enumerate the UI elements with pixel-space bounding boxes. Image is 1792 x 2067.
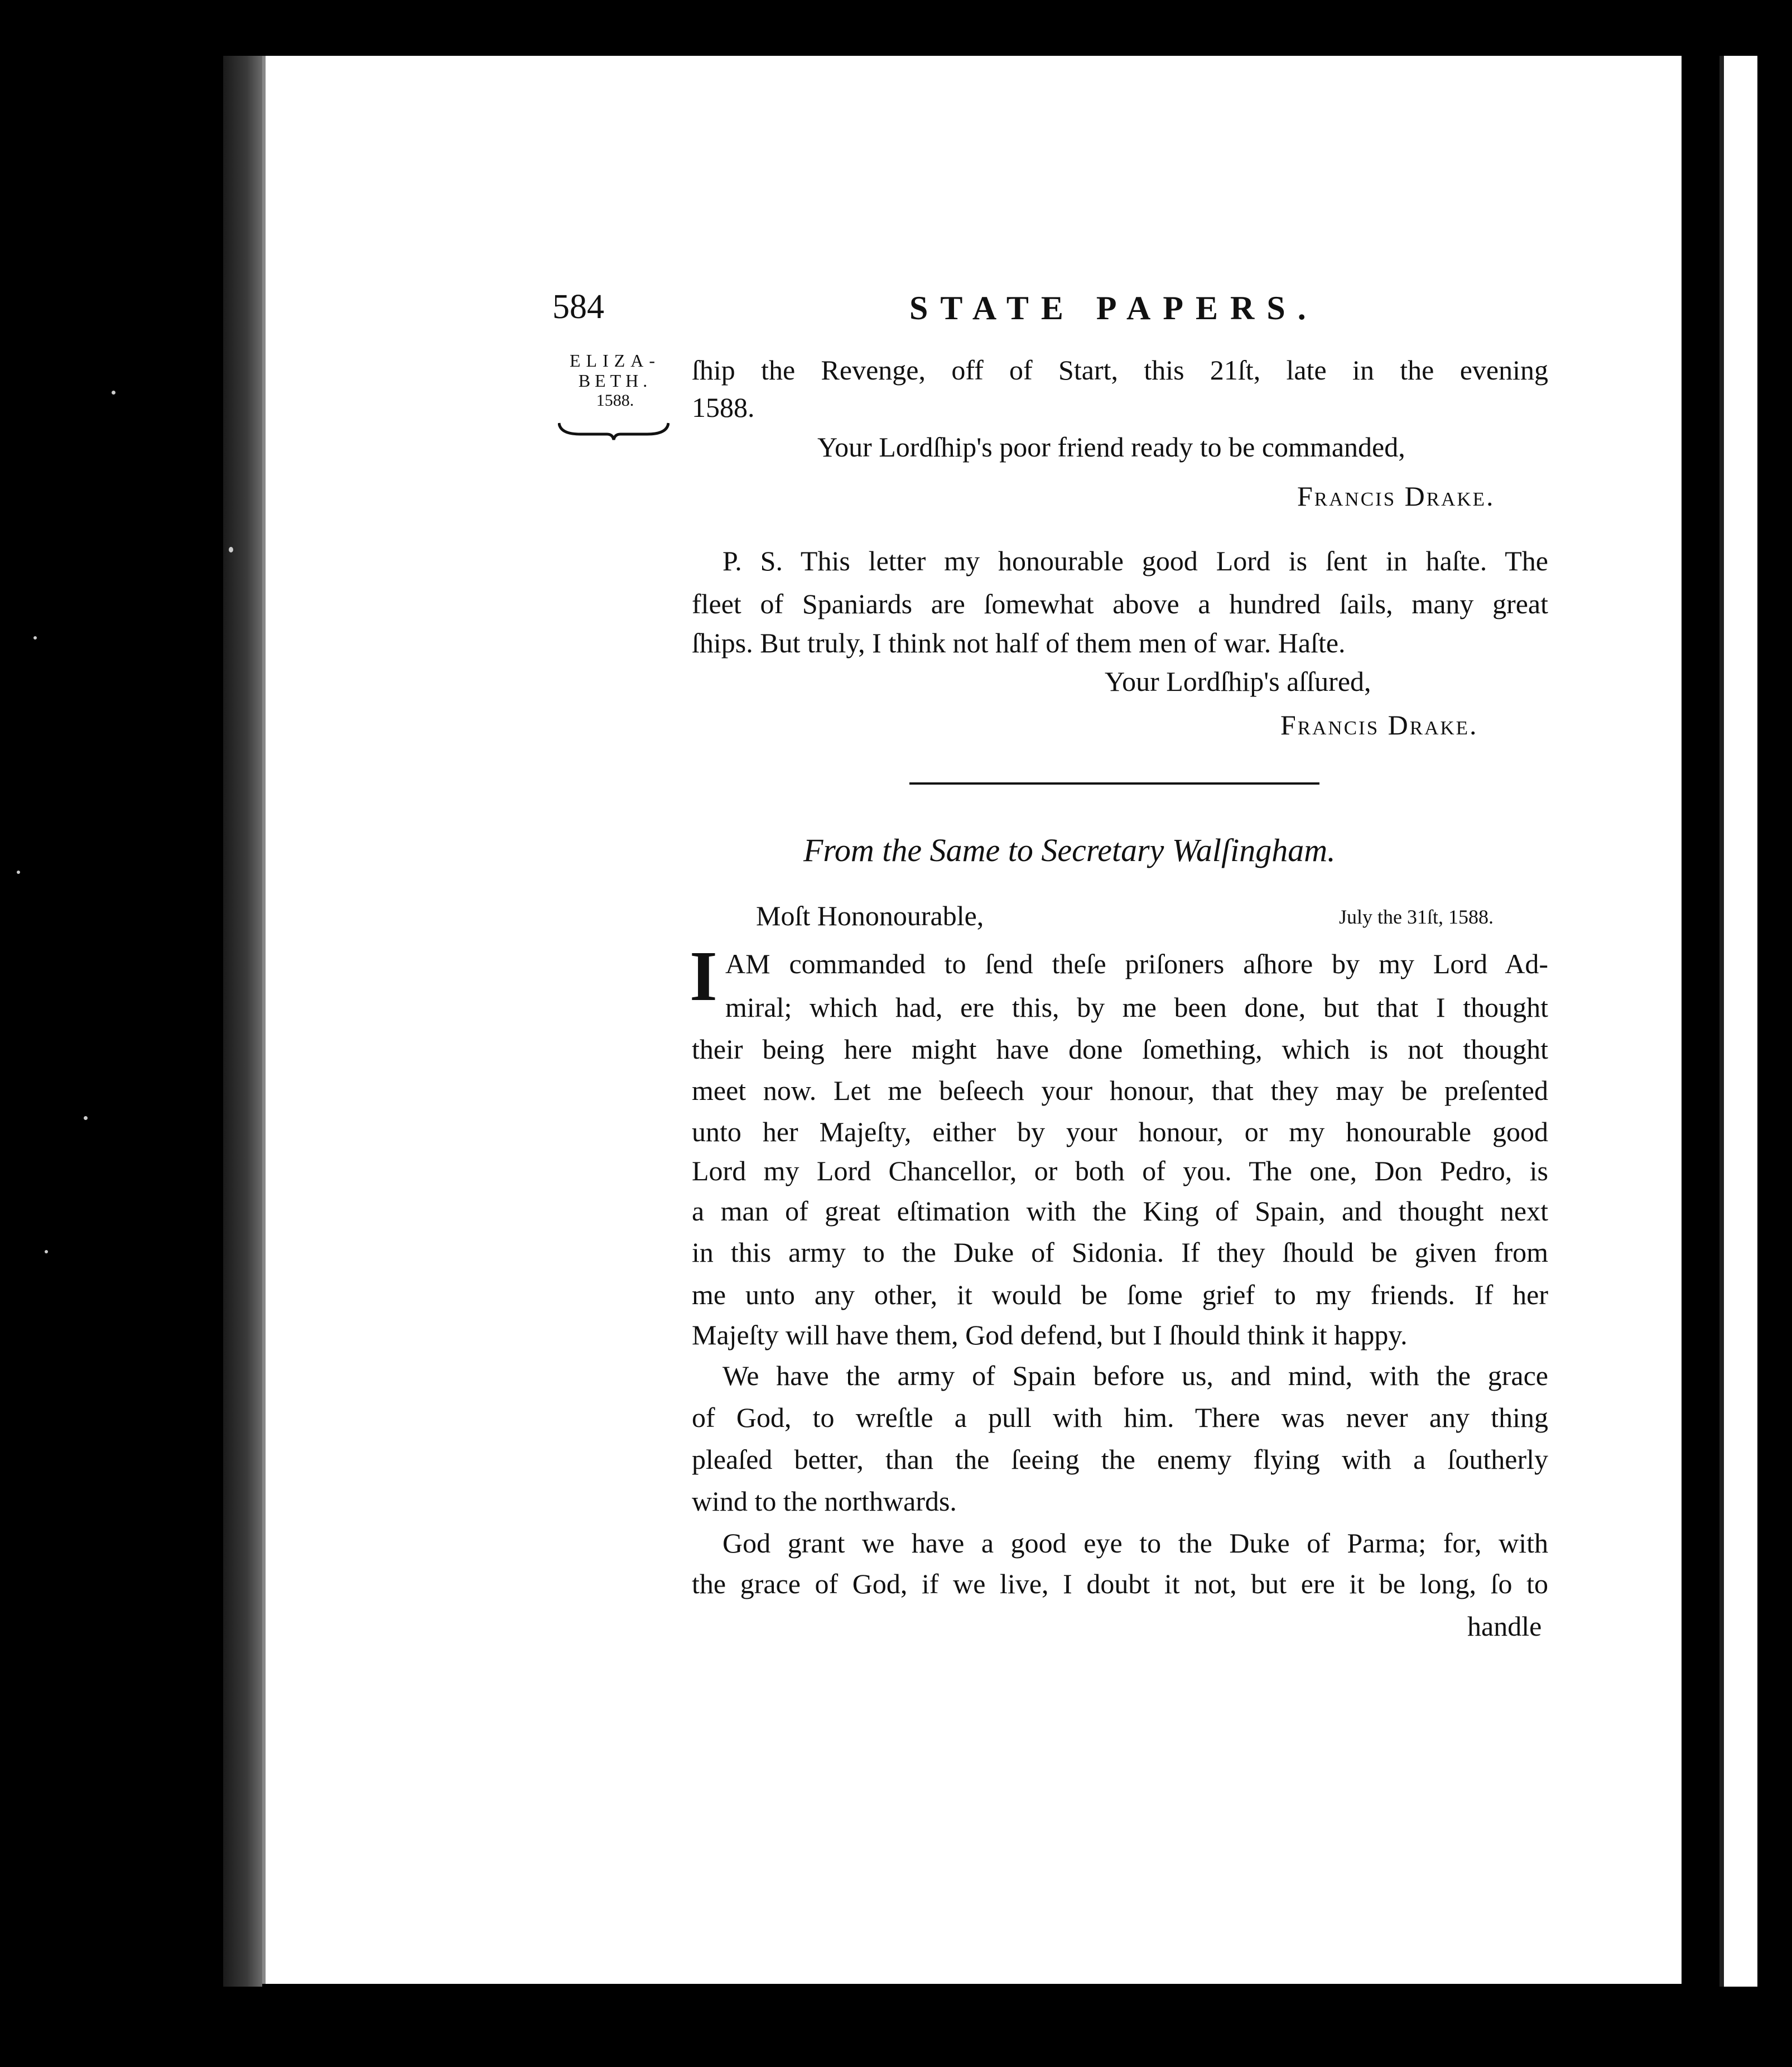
text-line: meet now. Let me beſeech your honour, that they may be preſented [692, 1075, 1548, 1106]
binding-shadow [223, 56, 262, 1987]
catchword: handle [1467, 1611, 1542, 1642]
signature: Francis Drake. [1280, 709, 1478, 741]
signature: Francis Drake. [1297, 480, 1495, 512]
text-line: Lord my Lord Chancellor, or both of you. The one, Don Pedro, is [692, 1155, 1548, 1186]
text-line: pleaſed better, than the ſeeing the enemy flying with a ſoutherly [692, 1444, 1548, 1475]
text-line: of God, to wreſtle a pull with him. There was never any thing [692, 1402, 1548, 1433]
text-line: unto her Majeſty, either by your honour, or my honourable good [692, 1116, 1548, 1147]
page-gutter [1685, 56, 1719, 1987]
margin-note-line-2: BETH. [578, 371, 652, 391]
text-line: ſhips. But truly, I think not half of them men of war. Haſte. [692, 627, 1346, 658]
text-line: God grant we have a good eye to the Duke of Parma; for, with [722, 1527, 1548, 1559]
text-line: in this army to the Duke of Sidonia. If they ſhould be given from [692, 1237, 1548, 1268]
section-divider [909, 782, 1319, 785]
text-line: ſhip the Revenge, off of Start, this 21ſt, late in the evening [692, 354, 1548, 386]
text-line: P. S. This letter my honourable good Lord is ſent in haſte. The [722, 545, 1548, 576]
text-line: Majeſty will have them, God defend, but I ſhould think it happy. [692, 1319, 1408, 1350]
letter-date: July the 31ſt, 1588. [1339, 906, 1494, 928]
letter-closing: Your Lordſhip's aſſured, [1105, 666, 1371, 697]
page-number: 584 [552, 288, 604, 326]
margin-note-line-3: 1588. [596, 391, 634, 410]
text-line: wind to the northwards. [692, 1486, 957, 1517]
text-line: AM commanded to ſend theſe priſoners aſhore by my Lord Ad- [725, 948, 1548, 979]
text-line: a man of great eſtimation with the King of Spain, and thought next [692, 1195, 1548, 1227]
running-title: STATE PAPERS. [909, 290, 1318, 326]
text-line: fleet of Spaniards are ſomewhat above a hundred ſails, many great [692, 588, 1548, 619]
margin-note-line-1: ELIZA- [569, 350, 661, 371]
drop-cap: I [690, 936, 717, 1016]
text-line: me unto any other, it would be ſome grief to my friends. If her [692, 1279, 1548, 1310]
facing-page-edge [1719, 56, 1757, 1987]
text-line: miral; which had, ere this, by me been done, but that I thought [725, 992, 1548, 1023]
text-line: their being here might have done ſomething, which is not thought [692, 1034, 1548, 1065]
letter-closing: Your Lordſhip's poor friend ready to be commanded, [817, 431, 1405, 463]
text-line: 1588. [692, 392, 755, 423]
letter-heading: From the Same to Secretary Walſingham. [803, 832, 1336, 868]
margin-note [550, 350, 681, 411]
text-line: the grace of God, if we live, I doubt it not, but ere it be long, ſo to [692, 1568, 1548, 1599]
margin-brace-icon [558, 420, 669, 442]
text-line: We have the army of Spain before us, and mind, with the grace [722, 1360, 1548, 1391]
salutation: Moſt Hononourable, [756, 900, 984, 931]
